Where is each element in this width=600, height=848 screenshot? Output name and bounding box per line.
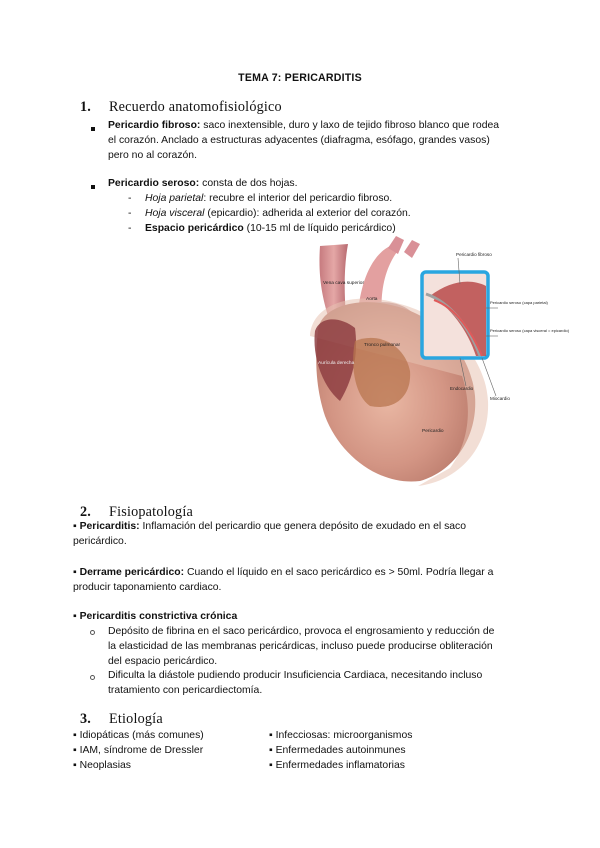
constrictiva-bullet-1: Depósito de fibrina en el saco pericárdico, provoca el engrosamiento y reducción de la elasticidad de las membranas pericárdicas, incluso puede producirse obliteración del espacio pericárdico. <box>108 626 495 667</box>
section-number: 2. <box>80 504 92 520</box>
list-item: ▪ Enfermedades autoinmunes <box>269 744 406 756</box>
constrictiva-bullet-2: Dificulta la diástole pudiendo producir Insuficiencia Cardiaca, necesitando incluso tratamiento con pericardiectomía. <box>108 670 483 696</box>
section-1-heading <box>80 100 282 115</box>
label-auricula: Aurícula derecha <box>318 361 355 366</box>
label-tronco: Tronco pulmonar <box>364 343 401 348</box>
label-endocardio: Endocardio <box>450 386 474 391</box>
label-pericardio-fibroso: Pericardio fibroso <box>456 252 492 257</box>
label-seroso-visceral: Pericardio seroso (capa visceral = epicardio) <box>490 328 570 333</box>
section-number: 1. <box>80 99 92 115</box>
square-bullet-icon <box>91 127 95 131</box>
sub-item-espacio: - Espacio pericárdico (10-15 ml de líquido pericárdico) <box>128 222 396 234</box>
seroso-sublist <box>128 192 411 236</box>
label-seroso-parietal: Pericardio seroso (capa parietal) <box>490 300 548 305</box>
label-aorta: Aorta <box>366 297 378 302</box>
section-3-heading <box>80 712 163 727</box>
list-item: ▪ Idiopáticas (más comunes) <box>73 730 204 741</box>
derrame-paragraph: ▪ Derrame pericárdico: Cuando el líquido en el saco pericárdico es > 50ml. Podría llegar a producir taponamiento cardiaco. <box>73 567 494 593</box>
page-title: TEMA 7: PERICARDITIS <box>238 72 362 84</box>
section-title: Fisiopatología <box>109 504 193 520</box>
list-item: ▪ Neoplasias <box>73 759 131 771</box>
list-item: ▪ Enfermedades inflamatorias <box>269 759 405 771</box>
label-vena-cava: Vena cava superior <box>323 281 365 286</box>
section-number: 3. <box>80 711 92 727</box>
seroso-paragraph: Pericardio seroso: consta de dos hojas. <box>108 178 298 189</box>
circle-bullet-icon <box>90 675 95 680</box>
constrictiva-heading: ▪ Pericarditis constrictiva crónica <box>73 611 238 622</box>
etiologia-left-list <box>73 729 204 773</box>
label-miocardio: Miocardio <box>490 396 510 401</box>
heart-pericardium-illustration <box>300 236 570 486</box>
list-item: ▪ Infecciosas: microorganismos <box>269 730 413 741</box>
label-pericardio: Pericardio <box>422 429 444 434</box>
sub-item-visceral: - Hoja visceral (epicardio): adherida al exterior del corazón. <box>128 207 411 219</box>
sub-item-parietal: - Hoja parietal: recubre el interior del pericardio fibroso. <box>128 193 393 204</box>
section-title: Recuerdo anatomofisiológico <box>109 99 282 115</box>
circle-bullet-icon <box>90 630 95 635</box>
pericarditis-paragraph: ▪ Pericarditis: Inflamación del pericardio que genera depósito de exudado en el saco pericárdico. <box>73 521 467 547</box>
fibroso-paragraph: Pericardio fibroso: saco inextensible, duro y laxo de tejido fibroso blanco que rodea el corazón. Anclado a estructuras adyacentes (diafragma, esófago, grandes vasos) pero no al corazón. <box>108 120 500 161</box>
section-title: Etiología <box>109 711 163 727</box>
etiologia-right-list <box>269 729 412 773</box>
section-2-heading <box>80 505 193 520</box>
square-bullet-icon <box>91 185 95 189</box>
list-item: ▪ IAM, síndrome de Dressler <box>73 744 204 756</box>
